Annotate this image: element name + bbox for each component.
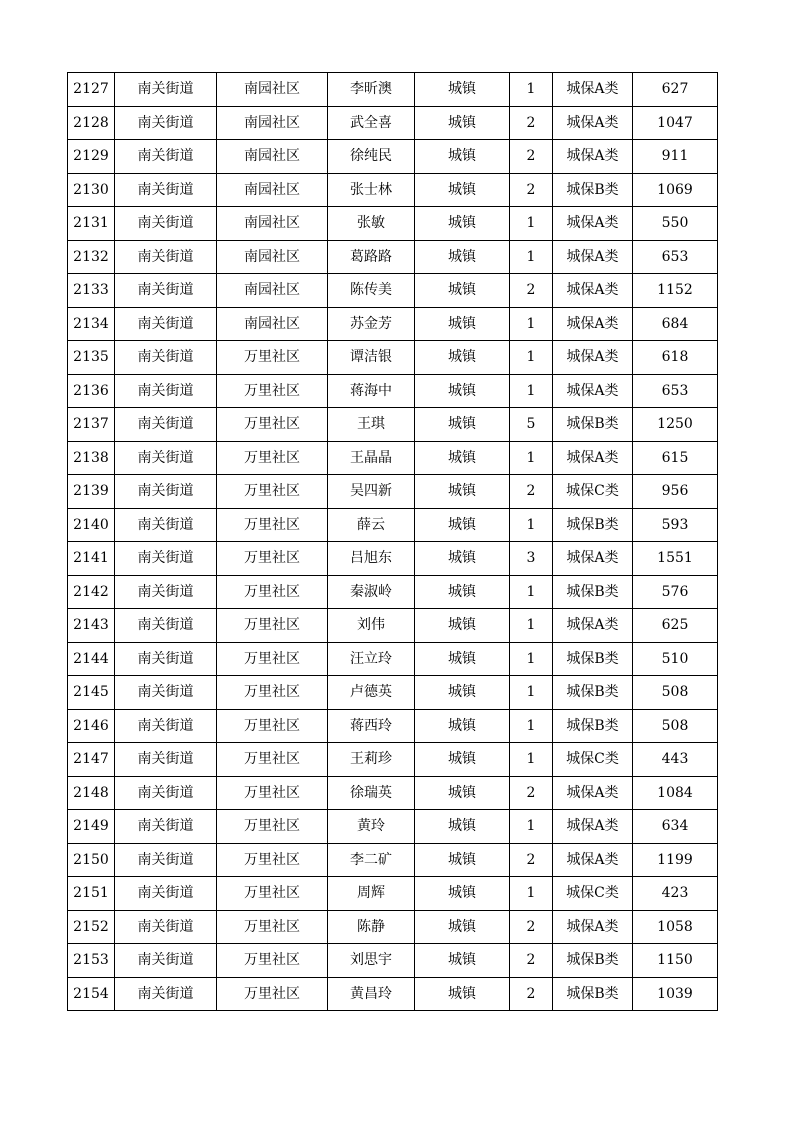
cell-household-type: 城镇	[415, 106, 510, 140]
cell-community: 万里社区	[217, 709, 328, 743]
cell-member-count: 1	[510, 642, 553, 676]
cell-amount: 508	[633, 709, 718, 743]
cell-community: 万里社区	[217, 910, 328, 944]
cell-community: 南园社区	[217, 140, 328, 174]
cell-subdistrict: 南关街道	[115, 743, 217, 777]
cell-insurance-category: 城保B类	[553, 709, 633, 743]
cell-member-count: 1	[510, 810, 553, 844]
table-row	[68, 776, 718, 810]
cell-member-count: 2	[510, 843, 553, 877]
table-row	[68, 408, 718, 442]
cell-subdistrict: 南关街道	[115, 944, 217, 978]
cell-community: 南园社区	[217, 73, 328, 107]
cell-member-count: 2	[510, 274, 553, 308]
cell-name: 王莉珍	[328, 743, 415, 777]
cell-subdistrict: 南关街道	[115, 575, 217, 609]
cell-household-type: 城镇	[415, 173, 510, 207]
cell-serial-no: 2144	[68, 642, 115, 676]
table-row	[68, 173, 718, 207]
cell-insurance-category: 城保A类	[553, 106, 633, 140]
cell-name: 蒋西玲	[328, 709, 415, 743]
cell-name: 刘伟	[328, 609, 415, 643]
cell-amount: 576	[633, 575, 718, 609]
cell-subdistrict: 南关街道	[115, 776, 217, 810]
cell-subdistrict: 南关街道	[115, 106, 217, 140]
cell-serial-no: 2143	[68, 609, 115, 643]
cell-name: 蒋海中	[328, 374, 415, 408]
cell-insurance-category: 城保A类	[553, 910, 633, 944]
cell-subdistrict: 南关街道	[115, 408, 217, 442]
table-row	[68, 642, 718, 676]
cell-serial-no: 2153	[68, 944, 115, 978]
cell-household-type: 城镇	[415, 508, 510, 542]
cell-amount: 634	[633, 810, 718, 844]
cell-insurance-category: 城保A类	[553, 810, 633, 844]
cell-member-count: 1	[510, 441, 553, 475]
cell-name: 陈传美	[328, 274, 415, 308]
cell-community: 万里社区	[217, 341, 328, 375]
cell-member-count: 2	[510, 106, 553, 140]
cell-community: 南园社区	[217, 173, 328, 207]
table-row	[68, 977, 718, 1011]
cell-serial-no: 2141	[68, 542, 115, 576]
cell-subdistrict: 南关街道	[115, 207, 217, 241]
table-row	[68, 508, 718, 542]
cell-insurance-category: 城保A类	[553, 207, 633, 241]
cell-household-type: 城镇	[415, 743, 510, 777]
cell-name: 黄玲	[328, 810, 415, 844]
cell-subdistrict: 南关街道	[115, 877, 217, 911]
cell-member-count: 1	[510, 307, 553, 341]
cell-amount: 625	[633, 609, 718, 643]
cell-household-type: 城镇	[415, 810, 510, 844]
cell-subdistrict: 南关街道	[115, 140, 217, 174]
cell-subdistrict: 南关街道	[115, 508, 217, 542]
cell-amount: 550	[633, 207, 718, 241]
cell-serial-no: 2148	[68, 776, 115, 810]
cell-member-count: 2	[510, 475, 553, 509]
cell-household-type: 城镇	[415, 240, 510, 274]
cell-member-count: 2	[510, 944, 553, 978]
cell-serial-no: 2150	[68, 843, 115, 877]
table-row	[68, 743, 718, 777]
cell-serial-no: 2133	[68, 274, 115, 308]
table-row	[68, 73, 718, 107]
cell-member-count: 5	[510, 408, 553, 442]
cell-name: 吴四新	[328, 475, 415, 509]
cell-household-type: 城镇	[415, 877, 510, 911]
cell-member-count: 1	[510, 341, 553, 375]
cell-community: 万里社区	[217, 977, 328, 1011]
cell-name: 武全喜	[328, 106, 415, 140]
cell-community: 万里社区	[217, 374, 328, 408]
cell-household-type: 城镇	[415, 475, 510, 509]
cell-subdistrict: 南关街道	[115, 676, 217, 710]
cell-name: 李二矿	[328, 843, 415, 877]
table-row	[68, 140, 718, 174]
table-row	[68, 575, 718, 609]
cell-amount: 1084	[633, 776, 718, 810]
cell-amount: 653	[633, 374, 718, 408]
cell-subdistrict: 南关街道	[115, 843, 217, 877]
cell-household-type: 城镇	[415, 374, 510, 408]
cell-amount: 1199	[633, 843, 718, 877]
cell-insurance-category: 城保B类	[553, 575, 633, 609]
table-row	[68, 240, 718, 274]
cell-member-count: 1	[510, 240, 553, 274]
cell-community: 万里社区	[217, 441, 328, 475]
table-row	[68, 475, 718, 509]
cell-insurance-category: 城保A类	[553, 609, 633, 643]
cell-insurance-category: 城保C类	[553, 743, 633, 777]
cell-community: 万里社区	[217, 676, 328, 710]
table-row	[68, 910, 718, 944]
cell-insurance-category: 城保A类	[553, 776, 633, 810]
cell-household-type: 城镇	[415, 944, 510, 978]
cell-name: 秦淑岭	[328, 575, 415, 609]
cell-household-type: 城镇	[415, 910, 510, 944]
table-row	[68, 341, 718, 375]
cell-household-type: 城镇	[415, 709, 510, 743]
cell-amount: 1047	[633, 106, 718, 140]
cell-name: 徐纯民	[328, 140, 415, 174]
cell-insurance-category: 城保A类	[553, 341, 633, 375]
cell-insurance-category: 城保B类	[553, 977, 633, 1011]
cell-amount: 1069	[633, 173, 718, 207]
cell-amount: 443	[633, 743, 718, 777]
cell-member-count: 2	[510, 140, 553, 174]
cell-serial-no: 2145	[68, 676, 115, 710]
cell-amount: 615	[633, 441, 718, 475]
cell-member-count: 2	[510, 776, 553, 810]
cell-serial-no: 2139	[68, 475, 115, 509]
cell-member-count: 2	[510, 977, 553, 1011]
cell-community: 万里社区	[217, 776, 328, 810]
cell-amount: 1150	[633, 944, 718, 978]
cell-name: 张敏	[328, 207, 415, 241]
cell-subdistrict: 南关街道	[115, 542, 217, 576]
cell-community: 万里社区	[217, 508, 328, 542]
table-row	[68, 877, 718, 911]
cell-amount: 618	[633, 341, 718, 375]
cell-insurance-category: 城保C类	[553, 877, 633, 911]
cell-serial-no: 2137	[68, 408, 115, 442]
cell-insurance-category: 城保A类	[553, 843, 633, 877]
cell-serial-no: 2129	[68, 140, 115, 174]
cell-household-type: 城镇	[415, 843, 510, 877]
cell-amount: 911	[633, 140, 718, 174]
cell-name: 苏金芳	[328, 307, 415, 341]
cell-serial-no: 2131	[68, 207, 115, 241]
cell-household-type: 城镇	[415, 307, 510, 341]
cell-insurance-category: 城保B类	[553, 408, 633, 442]
table-body	[68, 73, 718, 1011]
cell-serial-no: 2135	[68, 341, 115, 375]
table-row	[68, 374, 718, 408]
cell-household-type: 城镇	[415, 140, 510, 174]
data-table	[67, 72, 718, 1011]
cell-amount: 956	[633, 475, 718, 509]
table-row	[68, 709, 718, 743]
cell-household-type: 城镇	[415, 642, 510, 676]
cell-name: 周辉	[328, 877, 415, 911]
cell-household-type: 城镇	[415, 341, 510, 375]
cell-name: 汪立玲	[328, 642, 415, 676]
cell-name: 陈静	[328, 910, 415, 944]
cell-community: 万里社区	[217, 743, 328, 777]
cell-insurance-category: 城保B类	[553, 676, 633, 710]
cell-insurance-category: 城保B类	[553, 173, 633, 207]
cell-name: 薛云	[328, 508, 415, 542]
cell-serial-no: 2142	[68, 575, 115, 609]
cell-name: 王琪	[328, 408, 415, 442]
cell-member-count: 2	[510, 173, 553, 207]
cell-serial-no: 2138	[68, 441, 115, 475]
cell-subdistrict: 南关街道	[115, 341, 217, 375]
cell-serial-no: 2146	[68, 709, 115, 743]
cell-subdistrict: 南关街道	[115, 609, 217, 643]
cell-subdistrict: 南关街道	[115, 173, 217, 207]
cell-serial-no: 2149	[68, 810, 115, 844]
cell-community: 万里社区	[217, 408, 328, 442]
cell-community: 万里社区	[217, 609, 328, 643]
cell-community: 万里社区	[217, 810, 328, 844]
cell-member-count: 3	[510, 542, 553, 576]
cell-amount: 510	[633, 642, 718, 676]
cell-subdistrict: 南关街道	[115, 475, 217, 509]
cell-serial-no: 2151	[68, 877, 115, 911]
cell-community: 南园社区	[217, 240, 328, 274]
cell-community: 万里社区	[217, 843, 328, 877]
cell-member-count: 2	[510, 910, 553, 944]
cell-member-count: 1	[510, 207, 553, 241]
cell-serial-no: 2134	[68, 307, 115, 341]
table-row	[68, 810, 718, 844]
cell-insurance-category: 城保A类	[553, 274, 633, 308]
cell-community: 南园社区	[217, 307, 328, 341]
cell-subdistrict: 南关街道	[115, 73, 217, 107]
cell-household-type: 城镇	[415, 408, 510, 442]
cell-amount: 508	[633, 676, 718, 710]
cell-subdistrict: 南关街道	[115, 240, 217, 274]
cell-community: 万里社区	[217, 475, 328, 509]
table-row	[68, 843, 718, 877]
cell-household-type: 城镇	[415, 542, 510, 576]
cell-household-type: 城镇	[415, 609, 510, 643]
cell-subdistrict: 南关街道	[115, 810, 217, 844]
cell-member-count: 1	[510, 709, 553, 743]
cell-amount: 1551	[633, 542, 718, 576]
table-row	[68, 542, 718, 576]
table-row	[68, 106, 718, 140]
cell-insurance-category: 城保A类	[553, 542, 633, 576]
cell-member-count: 1	[510, 676, 553, 710]
cell-insurance-category: 城保A类	[553, 374, 633, 408]
cell-serial-no: 2152	[68, 910, 115, 944]
cell-insurance-category: 城保A类	[553, 240, 633, 274]
cell-community: 万里社区	[217, 642, 328, 676]
cell-household-type: 城镇	[415, 441, 510, 475]
table-row	[68, 307, 718, 341]
cell-serial-no: 2140	[68, 508, 115, 542]
cell-member-count: 1	[510, 609, 553, 643]
cell-community: 南园社区	[217, 274, 328, 308]
cell-amount: 627	[633, 73, 718, 107]
cell-household-type: 城镇	[415, 207, 510, 241]
cell-serial-no: 2127	[68, 73, 115, 107]
cell-insurance-category: 城保B类	[553, 508, 633, 542]
cell-insurance-category: 城保C类	[553, 475, 633, 509]
cell-household-type: 城镇	[415, 977, 510, 1011]
cell-subdistrict: 南关街道	[115, 642, 217, 676]
cell-member-count: 1	[510, 575, 553, 609]
table-row	[68, 441, 718, 475]
cell-amount: 1039	[633, 977, 718, 1011]
cell-amount: 684	[633, 307, 718, 341]
cell-household-type: 城镇	[415, 776, 510, 810]
cell-name: 徐瑞英	[328, 776, 415, 810]
cell-amount: 593	[633, 508, 718, 542]
cell-amount: 1058	[633, 910, 718, 944]
cell-amount: 1250	[633, 408, 718, 442]
cell-insurance-category: 城保A类	[553, 73, 633, 107]
cell-subdistrict: 南关街道	[115, 709, 217, 743]
cell-name: 刘思宇	[328, 944, 415, 978]
cell-name: 葛路路	[328, 240, 415, 274]
cell-insurance-category: 城保A类	[553, 140, 633, 174]
cell-community: 万里社区	[217, 542, 328, 576]
cell-member-count: 1	[510, 508, 553, 542]
cell-community: 万里社区	[217, 877, 328, 911]
cell-subdistrict: 南关街道	[115, 977, 217, 1011]
cell-serial-no: 2130	[68, 173, 115, 207]
cell-subdistrict: 南关街道	[115, 274, 217, 308]
cell-subdistrict: 南关街道	[115, 374, 217, 408]
cell-name: 李昕澳	[328, 73, 415, 107]
cell-serial-no: 2136	[68, 374, 115, 408]
table-row	[68, 944, 718, 978]
cell-insurance-category: 城保A类	[553, 307, 633, 341]
cell-name: 吕旭东	[328, 542, 415, 576]
cell-amount: 653	[633, 240, 718, 274]
cell-name: 谭洁银	[328, 341, 415, 375]
cell-member-count: 1	[510, 877, 553, 911]
cell-household-type: 城镇	[415, 676, 510, 710]
cell-household-type: 城镇	[415, 274, 510, 308]
cell-serial-no: 2132	[68, 240, 115, 274]
cell-insurance-category: 城保B类	[553, 944, 633, 978]
cell-household-type: 城镇	[415, 73, 510, 107]
cell-subdistrict: 南关街道	[115, 441, 217, 475]
cell-community: 万里社区	[217, 944, 328, 978]
cell-name: 卢德英	[328, 676, 415, 710]
cell-subdistrict: 南关街道	[115, 307, 217, 341]
cell-serial-no: 2154	[68, 977, 115, 1011]
cell-serial-no: 2147	[68, 743, 115, 777]
cell-member-count: 1	[510, 73, 553, 107]
table-row	[68, 274, 718, 308]
cell-household-type: 城镇	[415, 575, 510, 609]
cell-insurance-category: 城保B类	[553, 642, 633, 676]
cell-name: 黄昌玲	[328, 977, 415, 1011]
cell-name: 张士林	[328, 173, 415, 207]
table-row	[68, 609, 718, 643]
table-row	[68, 676, 718, 710]
cell-amount: 1152	[633, 274, 718, 308]
cell-community: 万里社区	[217, 575, 328, 609]
cell-subdistrict: 南关街道	[115, 910, 217, 944]
cell-community: 南园社区	[217, 106, 328, 140]
cell-member-count: 1	[510, 374, 553, 408]
cell-serial-no: 2128	[68, 106, 115, 140]
cell-community: 南园社区	[217, 207, 328, 241]
cell-insurance-category: 城保A类	[553, 441, 633, 475]
cell-amount: 423	[633, 877, 718, 911]
table-row	[68, 207, 718, 241]
cell-member-count: 1	[510, 743, 553, 777]
cell-name: 王晶晶	[328, 441, 415, 475]
